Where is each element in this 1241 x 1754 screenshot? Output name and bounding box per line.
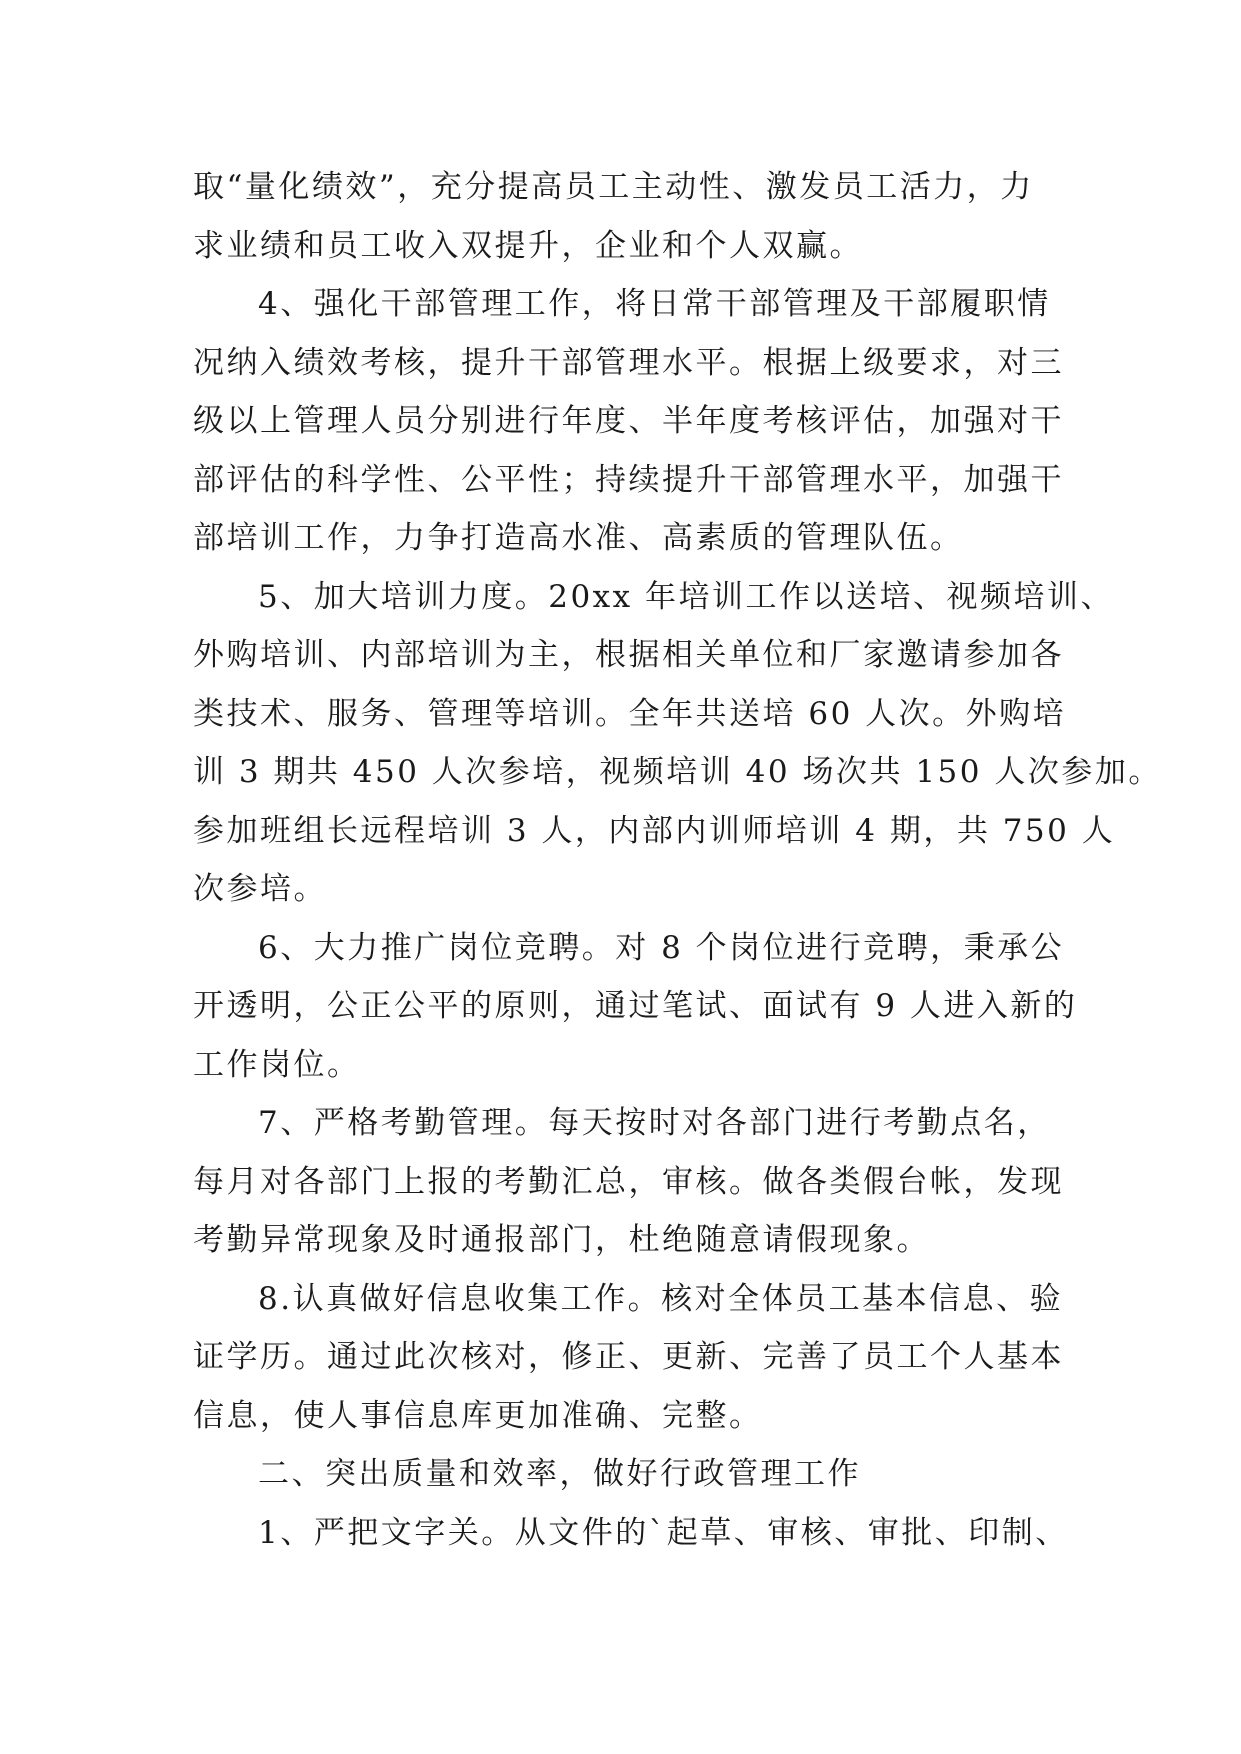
section-heading: 二、突出质量和效率，做好行政管理工作 [258, 1456, 861, 1492]
text-line: 次参培。 [193, 871, 327, 907]
paragraph-start-line: 5、加大培训力度。20xx 年培训工作以送培、视频培训、 [258, 578, 1114, 615]
text-line: 况纳入绩效考核，提升干部管理水平。根据上级要求，对三 [193, 344, 1064, 381]
paragraph-start-line: 6、大力推广岗位竞聘。对 8 个岗位进行竞聘，秉承公 [258, 929, 1065, 966]
text-line: 每月对各部门上报的考勤汇总，审核。做各类假台帐，发现 [193, 1163, 1064, 1200]
text-line: 级以上管理人员分别进行年度、半年度考核评估，加强对干 [193, 403, 1064, 439]
document-body [193, 158, 1162, 1562]
text-line: 求业绩和员工收入双提升，企业和个人双赢。 [193, 227, 863, 264]
text-line: 外购培训、内部培训为主，根据相关单位和厂家邀请参加各 [193, 637, 1064, 673]
text-line: 参加班组长远程培训 3 人，内部内训师培训 4 期，共 750 人 [193, 812, 1116, 849]
text-line: 类技术、服务、管理等培训。全年共送培 60 人次。外购培 [193, 695, 1067, 732]
text-line: 取“量化绩效”，充分提高员工主动性、激发员工活力，力 [193, 169, 1034, 205]
text-line: 开透明，公正公平的原则，通过笔试、面试有 9 人进入新的 [193, 988, 1078, 1024]
text-line: 信息，使人事信息库更加准确、完整。 [193, 1397, 763, 1434]
paragraph-start-line: 8.认真做好信息收集工作。核对全体员工基本信息、验 [258, 1280, 1064, 1317]
text-line: 工作岗位。 [193, 1046, 361, 1083]
paragraph-start-line: 7、严格考勤管理。每天按时对各部门进行考勤点名， [258, 1105, 1051, 1141]
text-line: 训 3 期共 450 人次参培，视频培训 40 场次共 150 人次参加。 [193, 754, 1162, 790]
paragraph-start-line: 4、强化干部管理工作，将日常干部管理及干部履职情 [258, 286, 1051, 322]
text-line: 考勤异常现象及时通报部门，杜绝随意请假现象。 [193, 1222, 930, 1258]
text-line: 部培训工作，力争打造高水准、高素质的管理队伍。 [193, 520, 964, 556]
text-line: 证学历。通过此次核对，修正、更新、完善了员工个人基本 [193, 1339, 1064, 1375]
paragraph-start-line: 1、严把文字关。从文件的`起草、审核、审批、印制、 [258, 1514, 1069, 1551]
text-line: 部评估的科学性、公平性；持续提升干部管理水平，加强干 [193, 461, 1064, 498]
